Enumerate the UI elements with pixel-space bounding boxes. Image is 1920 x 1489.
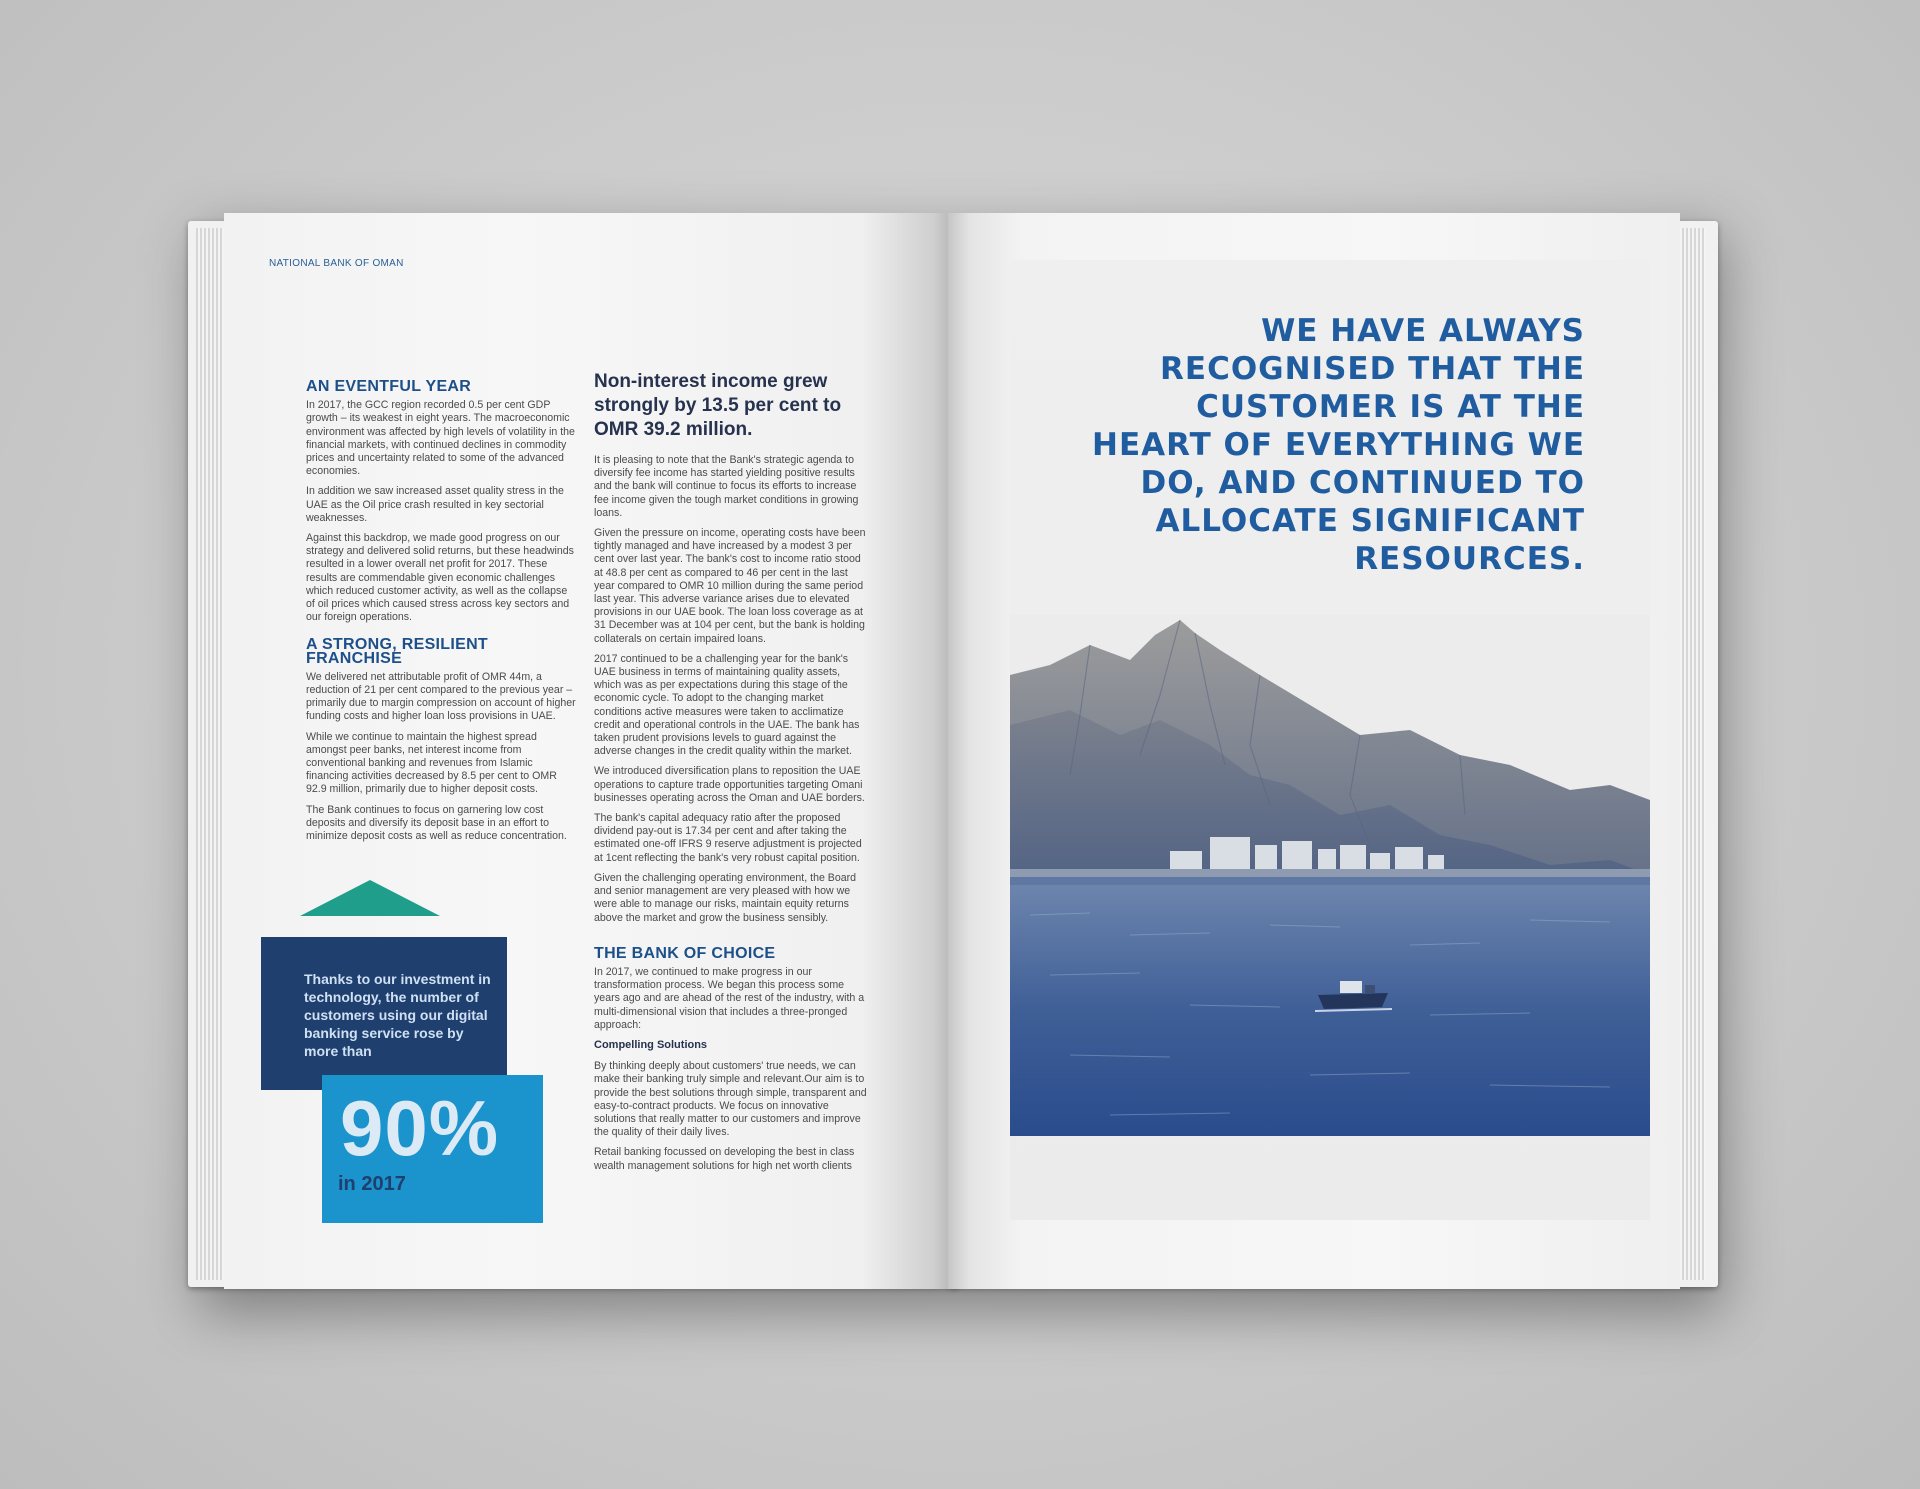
section-heading: A STRONG, RESILIENT FRANCHISE bbox=[306, 636, 489, 667]
stat-box bbox=[322, 1075, 543, 1223]
stat-number: 90% bbox=[340, 1084, 500, 1172]
teal-triangle-decoration bbox=[300, 880, 440, 916]
paragraph: The bank's capital adequacy ratio after the proposed dividend pay-out is 17.34 per cent and after taking the estimated one-off IFRS 9 reserve adjustment is projected at 1cent reflecting the bank's very robust capital position. bbox=[594, 812, 862, 864]
column-headline: Non-interest income grew strongly by 13.5 per cent to OMR 39.2 million. bbox=[594, 371, 842, 440]
left-page bbox=[224, 213, 948, 1289]
text-column-2 bbox=[594, 370, 869, 1180]
section-heading: AN EVENTFUL YEAR bbox=[306, 378, 472, 395]
stat-year: in 2017 bbox=[338, 1173, 406, 1195]
right-page bbox=[948, 213, 1680, 1289]
callout-box bbox=[261, 937, 507, 1090]
paragraph: While we continue to maintain the highest spread amongst peer banks, net interest income from conventional banking and revenues from Islamic financing activities decreased by 8.5 per cent to OMR 92.9 million, primarily due to higher deposit costs. bbox=[306, 730, 557, 796]
paragraph: In addition we saw increased asset quality stress in the UAE as the Oil price crash resulted in key sectorial weaknesses. bbox=[306, 485, 564, 524]
mountain-coast-photo bbox=[1010, 615, 1650, 1136]
paragraph: Retail banking focussed on developing the best in class wealth management solutions for high net worth clients bbox=[594, 1146, 855, 1172]
paragraph: Given the pressure on income, operating costs have been tightly managed and have increased by a modest 3 per cent over last year. The bank's cost to income ratio stood at 48.8 per cent as compared to 46 per cent in the last year compared to OMR 10 million during the same period last year. This adverse variance arises due to elevated provisions in our UAE book. The loan loss coverage as at 31 December was at 104 per cent, but the bank is holding collaterals on certain impaired loans. bbox=[594, 527, 866, 645]
paragraph: We delivered net attributable profit of OMR 44m, a reduction of 21 per cent compared to the previous year – primarily due to margin compression on account of higher funding costs and higher loan loss provisions in UAE. bbox=[306, 670, 576, 723]
paragraph: Given the challenging operating environment, the Board and senior management are very pleased with how we were able to manage our risks, maintain equity returns above the market and grow the business sensibly. bbox=[594, 871, 857, 924]
paragraph: In 2017, we continued to make progress in our transformation process. We began this process some years ago and are ahead of the rest of the industry, with a multi-dimensional vision that includes a three-pronged approach: bbox=[594, 965, 865, 1031]
paragraph: 2017 continued to be a challenging year for the bank's UAE business in terms of maintaining quality assets, which was as per expectations during this stage of the economic cycle. To adopt to the changing market conditions active measures were taken to acclimatize credit and operational controls in the UAE. The bank has taken prudent provisions levels to guard against the adverse changes in the credit quality within the market. bbox=[594, 652, 860, 758]
pull-quote: WE HAVE ALWAYS RECOGNISED THAT THE CUSTOMER IS AT THE HEART OF EVERYTHING WE DO, AND CONTINUED TO ALLOCATE SIGNIFICANT RESOURCES. bbox=[1092, 313, 1585, 577]
photo-panel bbox=[1010, 260, 1650, 1220]
paragraph: In 2017, the GCC region recorded 0.5 per cent GDP growth – its weakest in eight years. The macroeconomic environment was affected by high levels of volatility in the financial markets, with continued declines in commodity prices and uncertainty related to some of the advanced economies. bbox=[306, 399, 575, 478]
paragraph: We introduced diversification plans to reposition the UAE operations to capture trade opportunities targeting Omani businesses operating across the Oman and UAE borders. bbox=[594, 765, 865, 804]
text-column-1 bbox=[306, 380, 576, 850]
open-book bbox=[188, 213, 1718, 1293]
section-heading: THE BANK OF CHOICE bbox=[594, 944, 776, 962]
paragraph: Against this backdrop, we made good progress on our strategy and delivered solid returns, but these headwinds resulted in a lower overall net profit for 2017. These results are commendable given economic challenges which reduced customer activity, as well as the collapse of oil prices which caused stress across key sectors and our foreign operations. bbox=[306, 532, 574, 624]
paragraph: By thinking deeply about customers' true needs, we can make their banking truly simple and relevant.Our aim is to provide the best solutions through simple, transparent and easy-to-contract products. We focus on innovative solutions that really matter to our customers and improve the quality of their daily lives. bbox=[594, 1060, 867, 1139]
page-edges-right bbox=[1676, 228, 1706, 1280]
paragraph: It is pleasing to note that the Bank's strategic agenda to diversify fee income has started yielding positive results and the bank will continue to focus its efforts to increase fee income given the tough market conditions in growing loans. bbox=[594, 454, 859, 519]
callout-text: Thanks to our investment in technology, the number of customers using our digital banking service rose by more than bbox=[304, 971, 491, 1059]
sub-heading: Compelling Solutions bbox=[594, 1038, 708, 1051]
paragraph: The Bank continues to focus on garnering low cost deposits and diversify its deposit base in an effort to minimize deposit costs as well as reduce concentration. bbox=[306, 803, 567, 843]
running-head-left: NATIONAL BANK OF OMAN bbox=[269, 258, 404, 269]
